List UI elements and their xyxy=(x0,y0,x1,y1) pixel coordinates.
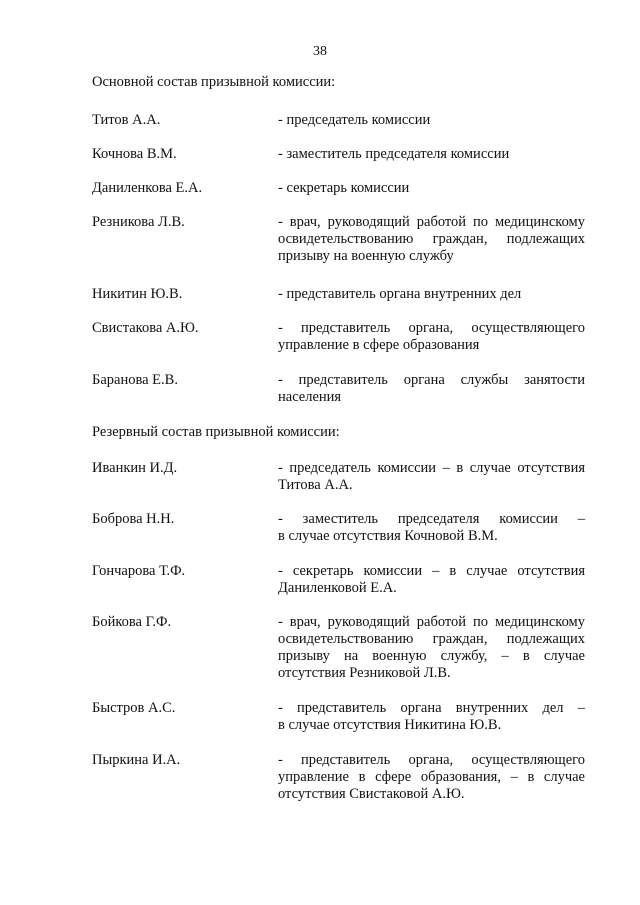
role-line: - председатель комиссии xyxy=(278,112,431,128)
member-name: Иванкин И.Д. xyxy=(92,460,178,476)
role-line: населения xyxy=(278,389,342,405)
reserve-composition-heading: Резервный состав призывной комиссии: xyxy=(92,424,340,440)
member-name: Бойкова Г.Ф. xyxy=(92,614,172,630)
member-role xyxy=(278,112,585,129)
member-role xyxy=(278,372,585,406)
member-role xyxy=(278,180,585,197)
role-line: - заместитель председателя комиссии xyxy=(278,146,510,162)
member-name: Резникова Л.В. xyxy=(92,214,185,230)
role-line: призыву на военную службу xyxy=(278,248,454,264)
role-line: освидетельствованию граждан, подлежащих xyxy=(278,631,585,647)
member-name: Титов А.А. xyxy=(92,112,161,128)
role-line: - заместитель председателя комиссии – xyxy=(278,511,585,527)
member-name: Боброва Н.Н. xyxy=(92,511,175,527)
role-line: - представитель органа службы занятости xyxy=(278,372,585,388)
role-line: - секретарь комиссии – в случае отсутствия xyxy=(278,563,585,579)
page-number: 38 xyxy=(313,44,327,59)
role-line: управление в сфере образования, – в случае xyxy=(278,769,585,785)
role-line: Даниленковой Е.А. xyxy=(278,580,397,596)
role-line: - секретарь комиссии xyxy=(278,180,410,196)
member-role xyxy=(278,460,585,494)
main-composition-heading: Основной состав призывной комиссии: xyxy=(92,74,336,90)
member-role xyxy=(278,752,585,803)
role-line: управление в сфере образования xyxy=(278,337,480,353)
role-line: - представитель органа, осуществляющего xyxy=(278,752,585,768)
role-line: в случае отсутствия Кочновой В.М. xyxy=(278,528,498,544)
role-line: - представитель органа внутренних дел xyxy=(278,286,522,302)
member-name: Даниленкова Е.А. xyxy=(92,180,203,196)
role-line: - врач, руководящий работой по медицинскому xyxy=(278,614,585,630)
role-line: отсутствия Свистаковой А.Ю. xyxy=(278,786,465,802)
member-role xyxy=(278,320,585,354)
member-role xyxy=(278,614,585,682)
member-role xyxy=(278,214,585,265)
member-name: Быстров А.С. xyxy=(92,700,176,716)
role-line: - представитель органа, осуществляющего xyxy=(278,320,585,336)
role-line: - врач, руководящий работой по медицинскому xyxy=(278,214,585,230)
role-line: призыву на военную службу, – в случае xyxy=(278,648,585,664)
role-line: отсутствия Резниковой Л.В. xyxy=(278,665,451,681)
member-role xyxy=(278,700,585,734)
member-name: Пыркина И.А. xyxy=(92,752,181,768)
member-role xyxy=(278,511,585,545)
role-line: освидетельствованию граждан, подлежащих xyxy=(278,231,585,247)
role-line: Титова А.А. xyxy=(278,477,353,493)
member-role xyxy=(278,563,585,597)
member-name: Баранова Е.В. xyxy=(92,372,178,388)
member-role xyxy=(278,146,585,163)
member-name: Гончарова Т.Ф. xyxy=(92,563,186,579)
member-name: Никитин Ю.В. xyxy=(92,286,183,302)
role-line: - представитель органа внутренних дел – xyxy=(278,700,585,716)
member-name: Кочнова В.М. xyxy=(92,146,177,162)
role-line: - председатель комиссии – в случае отсутствия xyxy=(278,460,585,476)
member-role xyxy=(278,286,585,303)
role-line: в случае отсутствия Никитина Ю.В. xyxy=(278,717,502,733)
member-name: Свистакова А.Ю. xyxy=(92,320,199,336)
